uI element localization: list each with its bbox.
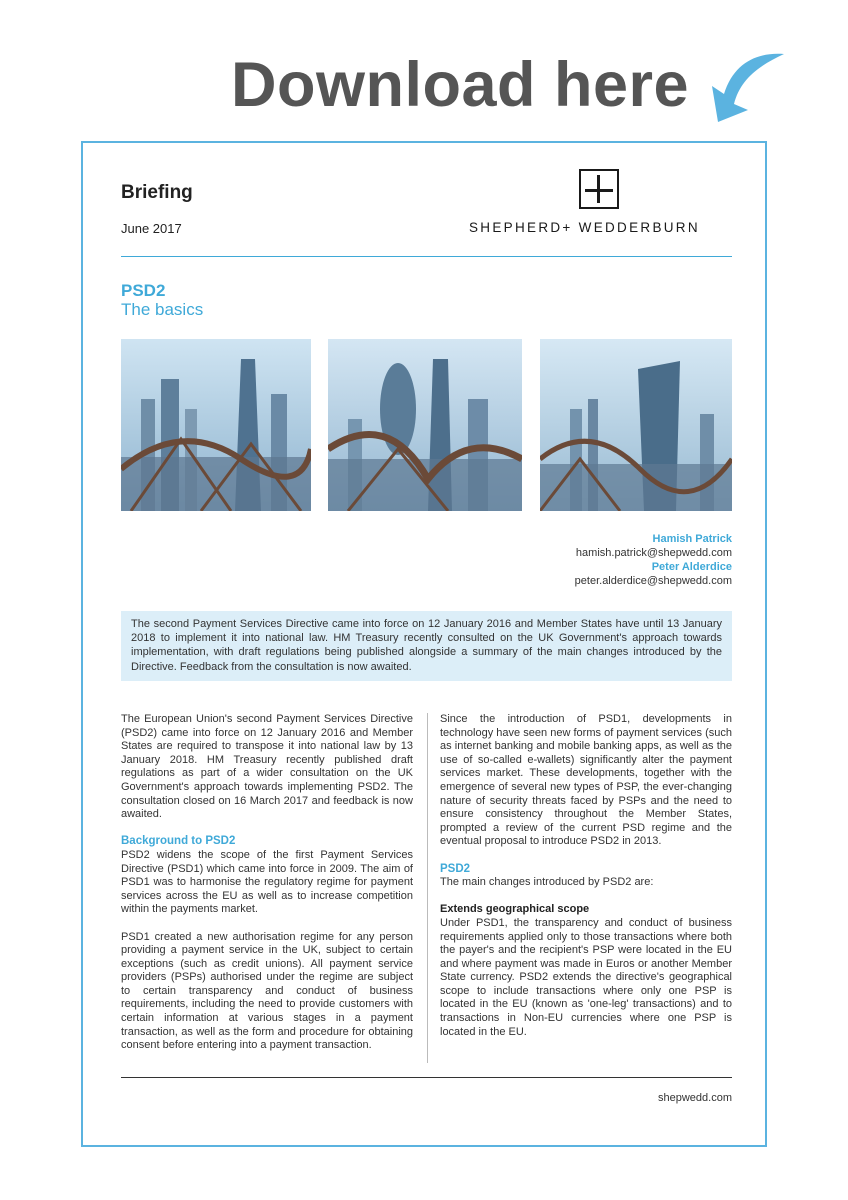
briefing-date: June 2017 [121, 221, 182, 236]
summary-box: The second Payment Services Directive came into force on 12 January 2016 and Member States have until 13 January 2018 to implement it into national law. HM Treasury recently consulted on the UK Government's approach towards implementation, with draft regulations being published alongside a summary of the main changes introduced by the Directive. Feedback from the consultation is now awaited. [121, 611, 732, 681]
body-paragraph: Since the introduction of PSD1, developments in technology have seen new forms of payment services (such as internet banking and mobile banking apps, as well as the use of so-called e-wallets) significantly alter the payment services market. These developments, together with the emergence of several new types of PSP, the ever-changing nature of security threats faced by PSPs and the need to ensure consistency throughout the Member States, prompted a review of the current PSD regime and the eventual proposal to introduce PSD2 in 2013. [440, 713, 732, 848]
column-divider [427, 713, 428, 1063]
document-subtitle: The basics [121, 300, 204, 319]
left-column [121, 713, 413, 1066]
curved-arrow-icon [700, 48, 790, 126]
contact-name: Hamish Patrick [652, 533, 732, 545]
logo-mark [579, 169, 619, 209]
subsection-heading: Extends geographical scope [440, 903, 590, 916]
footer-divider [121, 1077, 732, 1078]
body-paragraph: PSD2 widens the scope of the first Payment Services Directive (PSD1) which came into force in 2009. The aim of PSD1 was to harmonise the regulatory regime for payment services across the EU as well as to increase competition within the payments market. [121, 848, 413, 916]
right-column [440, 713, 732, 1053]
footer-url[interactable]: shepwedd.com [658, 1092, 732, 1104]
contacts-block [480, 532, 732, 588]
body-paragraph: The main changes introduced by PSD2 are: [440, 876, 654, 889]
city-photo-2 [328, 339, 522, 511]
body-paragraph: PSD1 created a new authorisation regime for any person providing a payment service in the UK, subject to certain exceptions (such as credit unions). All payment service providers (PSPs) authorised under the regime are subject to certain transparency and conduct of business requirements, including the need to provide customers with certain information at various stages in a payment transaction, as well as the form and procedure for obtaining consent before entering into a payment transaction. [121, 930, 413, 1052]
download-link[interactable]: Download here [231, 50, 690, 120]
contact-name: Peter Alderdice [651, 561, 732, 573]
contact-email[interactable]: hamish.patrick@shepwedd.com [575, 547, 732, 559]
section-heading: PSD2 [440, 862, 471, 875]
section-heading: Background to PSD2 [121, 835, 236, 848]
body-paragraph: Under PSD1, the transparency and conduct of business requirements applied only to those transactions where both the payer's and the recipient's PSP were located in the EU and where payment was made in Euros or another Member State currency. PSD2 extends the directive's geographical scope to include transactions where only one PSP is located in the EU (known as 'one-leg' transactions) and to transactions in Non-EU currencies where one PSP is located in the EU. [440, 916, 732, 1038]
header-divider [121, 256, 732, 257]
download-banner[interactable] [0, 0, 848, 140]
city-photo-3 [540, 339, 732, 511]
logo-wordmark: SHEPHERD+ WEDDERBURN [469, 220, 700, 235]
intro-paragraph: The European Union's second Payment Services Directive (PSD2) came into force on 12 January 2016 and Member States are required to transpose it into national law by 13 January 2018. HM Treasury recently published draft regulations as part of a wider consultation on the UK Government's approach towards implementing PSD2. The consultation closed on 16 March 2017 and feedback is now awaited. [121, 713, 413, 821]
city-photo-1 [121, 339, 311, 511]
contact-email[interactable]: peter.alderdice@shepwedd.com [574, 575, 732, 587]
document-title: PSD2 [121, 281, 166, 300]
briefing-label: Briefing [121, 182, 193, 203]
logo-plus-icon [581, 171, 617, 207]
